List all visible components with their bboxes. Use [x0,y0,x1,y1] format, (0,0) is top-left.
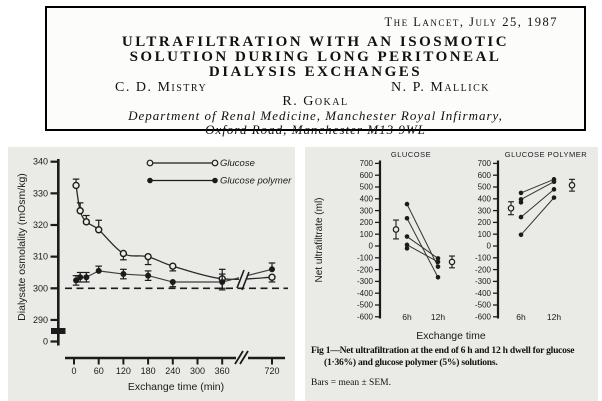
y-tick-label: 290 [32,314,48,325]
y-tick-label: 200 [359,218,373,228]
y-axis-title: Net ultrafiltrate (ml) [314,197,325,283]
data-point-6h [519,191,524,196]
x-tick-label: 60 [93,366,104,376]
y-axis [16,157,66,347]
data-point-filled [219,279,225,285]
article-title [47,35,584,80]
y-tick-label: -100 [356,253,373,263]
legend-marker-open [147,160,153,166]
x-tick-label: 240 [165,366,181,376]
data-point-12h [552,195,557,200]
journal-date-line: The Lancet, July 25, 1987 [384,15,558,29]
mean-point [449,259,454,264]
panel-glucose [357,150,455,322]
line-break-gap [239,266,247,286]
y-tick-label: 330 [32,188,48,199]
x-tick-label: 180 [140,366,156,376]
affiliation-line1: Department of Renal Medicine, Manchester Royal Infirmary, [128,108,503,123]
data-point-filled [96,268,102,274]
y-axis-title: Dialysate osmolality (mOsm/kg) [16,173,28,321]
y-tick-label: 100 [359,229,373,239]
y-tick-label: 400 [359,194,373,204]
article-title-line2: SOLUTION DURING LONG PERITONEAL [129,49,502,65]
legend-label: Glucose [220,158,255,169]
data-point-12h [436,264,441,269]
category-label-6h: 6h [516,312,526,322]
data-point-12h [436,275,441,280]
y-axis-break [51,328,66,334]
data-point-open [73,182,79,188]
panel-title: GLUCOSE POLYMER [504,150,588,159]
y-tick-label: 200 [477,218,491,228]
y-tick-label: 300 [359,206,373,216]
author-mistry: C. D. Mistry [115,80,208,95]
data-point-6h [405,246,410,251]
figure-caption-line1: Fig 1—Net ultrafiltration at the end of 6 h and 12 h dwell for glucose [311,345,575,356]
osmolality-chart [8,147,295,401]
article-title-line3: DIALYSIS EXCHANGES [208,64,423,80]
figure-caption-note: Bars = mean ± SEM. [311,378,391,388]
mean-point [569,183,574,188]
data-point-open [83,219,89,225]
mean-point [393,227,398,232]
y-tick-label: -600 [474,312,491,322]
y-tick-label: 0 [486,241,491,251]
data-point-open [145,254,151,260]
article-title-line1: ULTRAFILTRATION WITH AN ISOSMOTIC [121,34,510,50]
category-label-12h: 12h [546,312,562,322]
y-tick-label: -400 [356,288,373,298]
mean-point [508,206,513,211]
category-label-6h: 6h [402,312,412,322]
author-mallick: N. P. Mallick [391,80,490,95]
y-tick-label: 300 [477,206,491,216]
figure-caption-line2: (1·36%) and glucose polymer (5%) solutions. [324,357,498,368]
y-tick-label: 100 [477,229,491,239]
affiliation-line2: Oxford Road, Manchester M13 9WL [205,121,426,137]
category-label-12h: 12h [430,312,446,322]
y-tick-label: -100 [474,253,491,263]
data-point-12h [436,260,441,265]
data-point-12h [552,187,557,192]
y-tick-label: 310 [32,251,48,262]
data-point-6h [519,232,524,237]
y-tick-label: -300 [356,277,373,287]
x-tick-label: 360 [214,366,230,376]
y-tick-label: 600 [359,170,373,180]
legend-marker-filled [147,178,153,184]
data-point-open [96,227,102,233]
pair-line [407,204,438,267]
x-tick-label: 0 [71,366,77,376]
panel-title: GLUCOSE [390,150,432,159]
y-tick-label: -600 [356,312,373,322]
data-point-filled [145,273,151,279]
y-tick-label: 700 [477,159,491,169]
data-point-filled [170,279,176,285]
data-point-6h [405,216,410,221]
data-point-open [170,263,176,269]
y-tick-label: 0 [368,241,373,251]
data-point-12h [552,179,557,184]
ultrafiltrate-figure-panel [305,147,598,401]
affiliation [47,109,584,136]
y-tick-label: 320 [32,220,48,230]
y-tick-label: -200 [474,265,491,275]
x-axis-title: Exchange time (min) [127,381,225,393]
y-tick-label: 400 [477,194,491,204]
x-axis-title: Exchange time [416,330,486,342]
y-tick-label: 0 [42,336,48,347]
y-tick-label: -200 [356,265,373,275]
y-tick-label: -500 [474,300,491,310]
lancet-header-card [45,6,586,137]
data-point-6h [519,200,524,205]
y-tick-label: 340 [32,156,48,167]
legend [147,158,292,187]
data-point-filled [83,274,89,280]
y-tick-label: 600 [477,170,491,180]
y-tick-label: -400 [474,288,491,298]
y-tick-label: 300 [32,283,48,294]
x-tick-label: 720 [264,366,280,376]
data-point-6h [519,215,524,220]
y-tick-label: -300 [474,277,491,287]
x-tick-label: 120 [115,366,131,376]
legend-marker-filled [212,178,218,184]
x-axis [65,351,285,393]
data-point-filled [269,266,275,272]
y-tick-label: 700 [359,159,373,169]
author-gokal: R. Gokal [282,94,349,109]
data-point-open [120,250,126,256]
legend-marker-open [212,160,218,166]
y-tick-label: 500 [359,182,373,192]
data-point-6h [405,202,410,207]
ultrafiltrate-chart [305,147,598,344]
data-point-filled [120,271,126,277]
legend-label: Glucose polymer [220,175,292,187]
data-point-open [269,274,275,280]
data-point-6h [405,234,410,239]
data-point-open [77,208,83,214]
data-point-filled [77,274,83,280]
panel-glucose-polymer [475,150,587,322]
x-tick-label: 300 [189,366,206,376]
figure-caption [311,345,595,388]
y-tick-label: 500 [477,182,491,192]
osmolality-chart-panel [8,147,295,401]
y-tick-label: -500 [356,300,373,310]
